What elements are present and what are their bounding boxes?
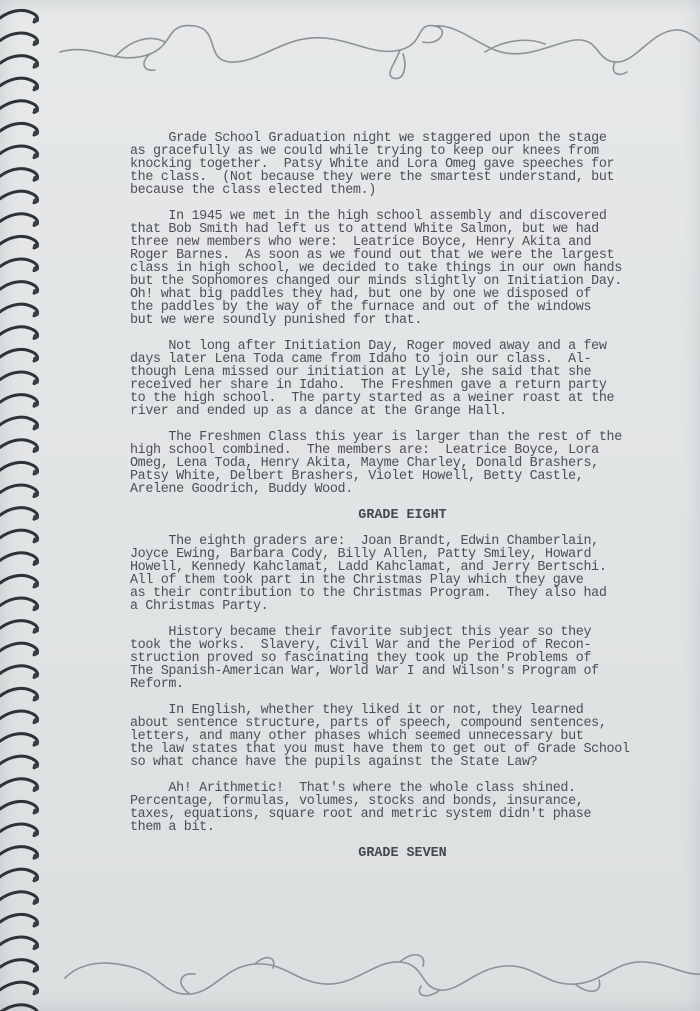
spiral-coil <box>0 937 37 949</box>
text-line: but the Sophomores changed our minds slightly on Initiation Day. <box>130 274 622 289</box>
paragraph-history <box>130 626 675 691</box>
spiral-coil <box>0 259 37 271</box>
spiral-coil <box>0 553 37 565</box>
text-line: Oh! what big paddles they had, but one by one we disposed of <box>130 287 592 302</box>
text-line: the paddles by the way of the furnace and out of the windows <box>130 300 592 315</box>
text-line: them a bit. <box>130 820 215 835</box>
binding-hole <box>33 989 39 994</box>
binding-hole <box>33 266 39 271</box>
text-line: Grade School Graduation night we staggered upon the stage <box>130 131 607 146</box>
spiral-coil <box>0 236 37 248</box>
binding-hole <box>33 605 39 610</box>
paragraph-english <box>130 704 675 769</box>
binding-hole <box>33 447 39 452</box>
text-line: class in high school, we decided to take things in our own hands <box>130 261 622 276</box>
binding-hole <box>33 650 39 655</box>
spiral-coil <box>0 462 37 474</box>
binding-hole <box>33 673 39 678</box>
spiral-coil <box>0 349 37 361</box>
spiral-coil <box>0 960 37 972</box>
spiral-binding <box>0 0 44 1011</box>
binding-hole <box>33 244 39 249</box>
binding-hole <box>33 424 39 429</box>
spiral-coil <box>0 643 37 655</box>
binding-hole <box>33 560 39 565</box>
binding-hole <box>33 944 39 949</box>
spiral-coil <box>0 10 37 22</box>
spiral-coil <box>0 191 37 203</box>
spiral-coil <box>0 485 37 497</box>
text-line: The eighth graders are: Joan Brandt, Edwin Chamberlain, <box>130 534 599 549</box>
spiral-coil <box>0 395 37 407</box>
text-line: Not long after Initiation Day, Roger moved away and a few <box>130 339 607 354</box>
binding-hole <box>33 221 39 226</box>
text-line: In English, whether they liked it or not, they learned <box>130 703 584 718</box>
binding-hole <box>33 311 39 316</box>
spiral-coil <box>0 304 37 316</box>
binding-hole <box>33 831 39 836</box>
binding-hole <box>33 18 39 23</box>
binding-hole <box>33 108 39 113</box>
heading-grade-seven: GRADE SEVEN <box>358 846 447 861</box>
binding-hole <box>33 537 39 542</box>
text-line: three new members who were: Leatrice Boyce, Henry Akita and <box>130 235 592 250</box>
spiral-coil <box>0 779 37 791</box>
text-line: about sentence structure, parts of speech, compound sentences, <box>130 716 607 731</box>
text-line: All of them took part in the Christmas Play which they gave <box>130 573 584 588</box>
text-line: to the high school. The party started as a weiner roast at the <box>130 391 615 406</box>
binding-hole <box>33 899 39 904</box>
text-line: Arelene Goodrich, Buddy Wood. <box>130 482 353 497</box>
paragraph-eighth-graders <box>130 535 675 613</box>
binding-hole <box>33 583 39 588</box>
text-line: Roger Barnes. As soon as we found out that we were the largest <box>130 248 615 263</box>
spiral-coil <box>0 282 37 294</box>
binding-hole <box>33 402 39 407</box>
top-scroll-border <box>55 12 700 82</box>
binding-hole <box>33 922 39 927</box>
text-line: struction proved so fascinating they took up the Problems of <box>130 651 592 666</box>
binding-hole <box>33 289 39 294</box>
binding-hole <box>33 40 39 45</box>
spiral-coil <box>0 756 37 768</box>
spiral-coil <box>0 892 37 904</box>
binding-hole <box>33 153 39 158</box>
spiral-coil <box>0 575 37 587</box>
binding-hole <box>33 515 39 520</box>
text-line: days later Lena Toda came from Idaho to join our class. Al- <box>130 352 592 367</box>
spiral-coil <box>0 666 37 678</box>
page-content <box>130 132 675 873</box>
text-line: knocking together. Patsy White and Lora Omeg gave speeches for <box>130 157 615 172</box>
spiral-coil <box>0 734 37 746</box>
spiral-coil <box>0 914 37 926</box>
spiral-coil <box>0 169 37 181</box>
paragraph-1945 <box>130 210 675 327</box>
spiral-coil <box>0 33 37 45</box>
binding-hole <box>33 763 39 768</box>
binding-hole <box>33 198 39 203</box>
spiral-coil <box>0 101 37 113</box>
binding-hole <box>33 85 39 90</box>
spiral-coil <box>0 801 37 813</box>
text-line: received her share in Idaho. The Freshmen gave a return party <box>130 378 607 393</box>
spiral-coil <box>0 123 37 135</box>
text-line: The Spanish-American War, World War I and Wilson's Program of <box>130 664 599 679</box>
text-line: as their contribution to the Christmas Program. They also had <box>130 586 607 601</box>
binding-hole <box>33 131 39 136</box>
binding-hole <box>33 741 39 746</box>
binding-hole <box>33 379 39 384</box>
text-line: as gracefully as we could while trying to keep our knees from <box>130 144 599 159</box>
binding-hole <box>33 492 39 497</box>
paragraph-arithmetic <box>130 782 675 834</box>
text-line: Patsy White, Delbert Brashers, Violet Howell, Betty Castle, <box>130 469 584 484</box>
binding-hole <box>33 696 39 701</box>
binding-hole <box>33 967 39 972</box>
paragraph-freshmen-class <box>130 431 675 496</box>
text-line: the law states that you must have them to get out of Grade School <box>130 742 630 757</box>
bottom-scroll-border <box>55 938 700 1008</box>
spiral-coil <box>0 417 37 429</box>
text-line: but we were soundly punished for that. <box>130 313 423 328</box>
spiral-coil <box>0 711 37 723</box>
text-line: because the class elected them.) <box>130 183 376 198</box>
text-line: Joyce Ewing, Barbara Cody, Billy Allen, Patty Smiley, Howard <box>130 547 592 562</box>
text-line: a Christmas Party. <box>130 599 269 614</box>
text-line: high school combined. The members are: Leatrice Boyce, Lora <box>130 443 599 458</box>
spiral-coil <box>0 372 37 384</box>
spiral-coil <box>0 869 37 881</box>
text-line: took the works. Slavery, Civil War and the Period of Recon- <box>130 638 592 653</box>
text-line: Ah! Arithmetic! That's where the whole class shined. <box>130 781 576 796</box>
spiral-coil <box>0 78 37 90</box>
spiral-coil <box>0 530 37 542</box>
binding-hole <box>33 809 39 814</box>
spiral-coil <box>0 327 37 339</box>
text-line: though Lena missed our initiation at Lyle, she said that she <box>130 365 592 380</box>
text-line: The Freshmen Class this year is larger than the rest of the <box>130 430 622 445</box>
text-line: Reform. <box>130 677 184 692</box>
spiral-coil <box>0 598 37 610</box>
text-line: Howell, Kennedy Kahclamat, Ladd Kahclamat, and Jerry Bertschi. <box>130 560 607 575</box>
spiral-coil <box>0 440 37 452</box>
text-line: that Bob Smith had left us to attend White Salmon, but we had <box>130 222 599 237</box>
text-line: In 1945 we met in the high school assembly and discovered <box>130 209 607 224</box>
spiral-coil <box>0 824 37 836</box>
paragraph-graduation <box>130 132 675 197</box>
spiral-coil <box>0 508 37 520</box>
paragraph-initiation <box>130 340 675 418</box>
binding-hole <box>33 854 39 859</box>
binding-hole <box>33 786 39 791</box>
text-line: taxes, equations, square root and metric system didn't phase <box>130 807 592 822</box>
binding-hole <box>33 628 39 633</box>
text-line: letters, and many other phases which seemed unnecessary but <box>130 729 584 744</box>
spiral-coil <box>0 982 37 994</box>
text-line: Percentage, formulas, volumes, stocks and bonds, insurance, <box>130 794 584 809</box>
text-line: Omeg, Lena Toda, Henry Akita, Mayme Charley, Donald Brashers, <box>130 456 599 471</box>
spiral-coil <box>0 1005 37 1011</box>
spiral-coil <box>0 146 37 158</box>
text-line: river and ended up as a dance at the Grange Hall. <box>130 404 507 419</box>
spiral-coil <box>0 621 37 633</box>
binding-hole <box>33 718 39 723</box>
binding-hole <box>33 876 39 881</box>
binding-hole <box>33 357 39 362</box>
binding-hole <box>33 470 39 475</box>
binding-hole <box>33 334 39 339</box>
text-line: so what chance have the pupils against the State Law? <box>130 755 538 770</box>
spiral-coil <box>0 56 37 68</box>
spiral-coil <box>0 847 37 859</box>
spiral-coil <box>0 688 37 700</box>
binding-hole <box>33 63 39 68</box>
text-line: History became their favorite subject this year so they <box>130 625 592 640</box>
text-line: the class. (Not because they were the smartest understand, but <box>130 170 615 185</box>
spiral-coil <box>0 214 37 226</box>
binding-hole <box>33 176 39 181</box>
heading-grade-eight: GRADE EIGHT <box>358 508 447 523</box>
